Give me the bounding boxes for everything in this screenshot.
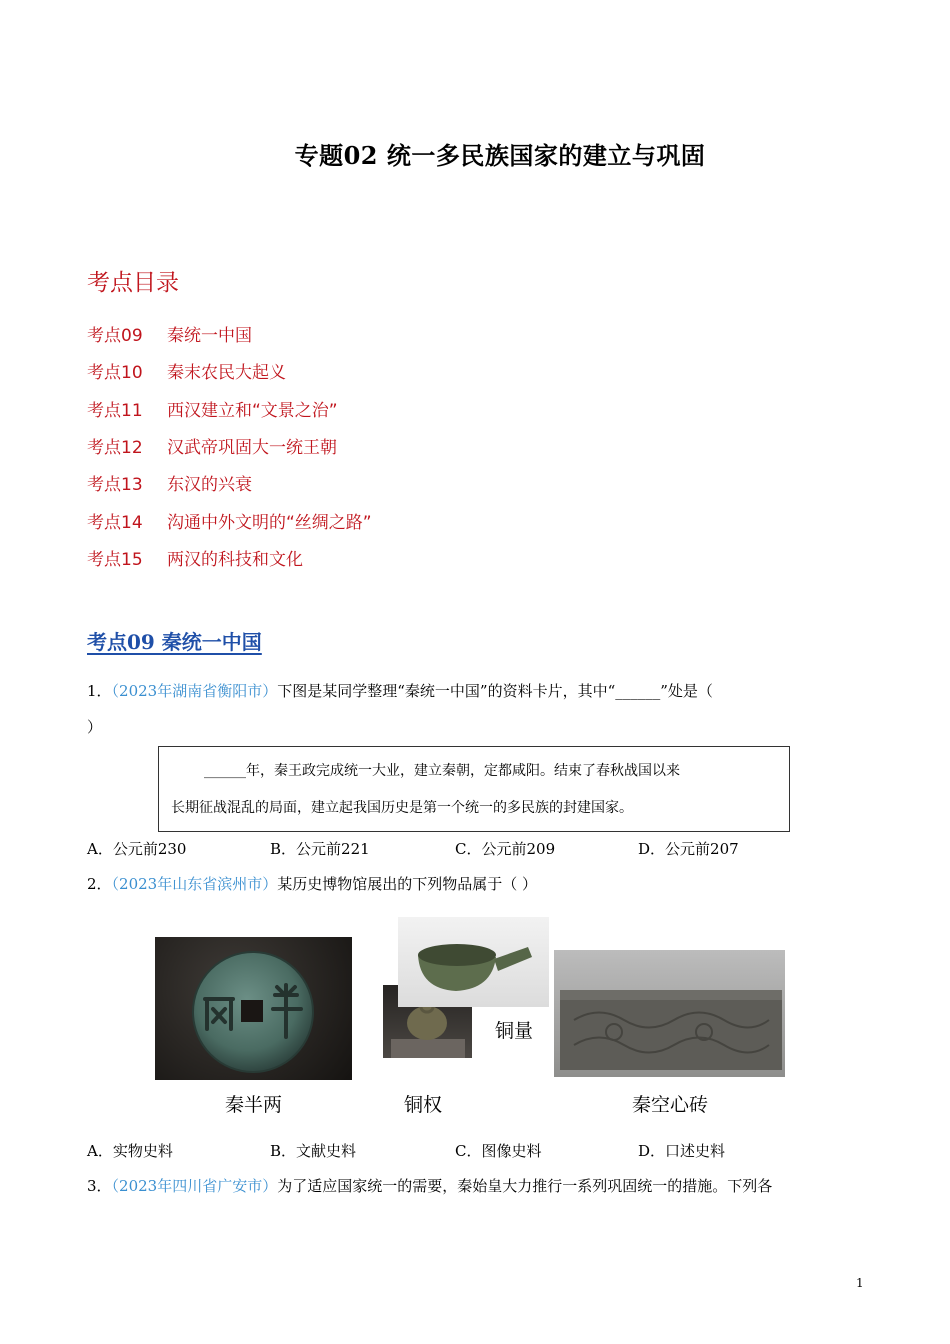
toc-item-code: 考点11	[87, 401, 143, 421]
brick-image	[554, 950, 785, 1077]
option-c[interactable]: C．公元前209	[455, 840, 556, 858]
toc-item[interactable]	[87, 433, 337, 458]
question-number: 1．	[87, 682, 112, 700]
toc-item[interactable]	[87, 321, 252, 346]
toc-item-label: 东汉的兴衰	[167, 475, 252, 495]
toc-item-label: 秦末农民大起义	[167, 363, 286, 383]
toc-item[interactable]	[87, 545, 303, 570]
toc-item-code: 考点13	[87, 475, 143, 495]
toc-item[interactable]	[87, 508, 372, 533]
measure-caption: 铜量	[495, 1020, 534, 1042]
question-source: （2023年四川省广安市）	[111, 1177, 278, 1195]
toc-item-label: 西汉建立和“文景之治”	[167, 401, 338, 421]
toc-item[interactable]	[87, 396, 338, 421]
question-1-continuation: ）	[87, 718, 103, 736]
toc-item-label: 秦统一中国	[167, 326, 252, 346]
question-text: 为了适应国家统一的需要，秦始皇大力推行一系列巩固统一的措施。下列各	[277, 1177, 773, 1195]
card-line-1: ______年，秦王政完成统一大业，建立秦朝，定都咸阳。结束了春秋战国以来	[204, 763, 680, 779]
coin-icon	[155, 937, 352, 1080]
question-text: 下图是某同学整理“秦统一中国”的资料卡片，其中“______”处是（	[277, 682, 713, 700]
section-heading[interactable]: 考点09 秦统一中国	[87, 630, 262, 654]
weight-caption: 铜权	[404, 1094, 443, 1116]
toc-item-code: 考点15	[87, 550, 143, 570]
option-d[interactable]: D．口述史料	[638, 1142, 726, 1160]
option-a[interactable]: A．实物史料	[87, 1142, 173, 1160]
page-title: 专题02 统一多民族国家的建立与巩固	[294, 141, 706, 170]
question-3	[87, 1175, 772, 1196]
page-number: 1	[856, 1276, 864, 1290]
question-source: （2023年湖南省衡阳市）	[111, 682, 278, 700]
toc-item-label: 两汉的科技和文化	[167, 550, 303, 570]
question-number: 2．	[87, 875, 112, 893]
question-2	[87, 873, 537, 894]
toc-item-code: 考点09	[87, 326, 143, 346]
question-number: 3．	[87, 1177, 112, 1195]
coin-caption: 秦半两	[225, 1094, 283, 1116]
question-1	[87, 680, 713, 701]
toc-item-code: 考点12	[87, 438, 143, 458]
toc-item-code: 考点10	[87, 363, 143, 383]
option-b[interactable]: B．文献史料	[270, 1142, 357, 1160]
info-card	[158, 746, 790, 832]
option-c[interactable]: C．图像史料	[455, 1142, 542, 1160]
toc-item[interactable]	[87, 470, 252, 495]
option-b[interactable]: B．公元前221	[270, 840, 370, 858]
option-d[interactable]: D．公元前207	[638, 840, 739, 858]
measure-icon	[398, 917, 549, 1007]
toc-item-label: 汉武帝巩固大一统王朝	[167, 438, 337, 458]
brick-icon	[554, 950, 785, 1077]
toc-item-label: 沟通中外文明的“丝绸之路”	[167, 513, 372, 533]
option-a[interactable]: A．公元前230	[87, 840, 187, 858]
toc-item[interactable]	[87, 358, 286, 383]
question-text: 某历史博物馆展出的下列物品属于（ ）	[277, 875, 538, 893]
coin-image	[155, 937, 352, 1080]
brick-caption: 秦空心砖	[632, 1094, 709, 1116]
card-line-2: 长期征战混乱的局面，建立起我国历史是第一个统一的多民族的封建国家。	[171, 800, 633, 816]
toc-heading: 考点目录	[87, 270, 179, 296]
measure-image	[398, 917, 549, 1007]
toc-item-code: 考点14	[87, 513, 143, 533]
question-source: （2023年山东省滨州市）	[111, 875, 278, 893]
